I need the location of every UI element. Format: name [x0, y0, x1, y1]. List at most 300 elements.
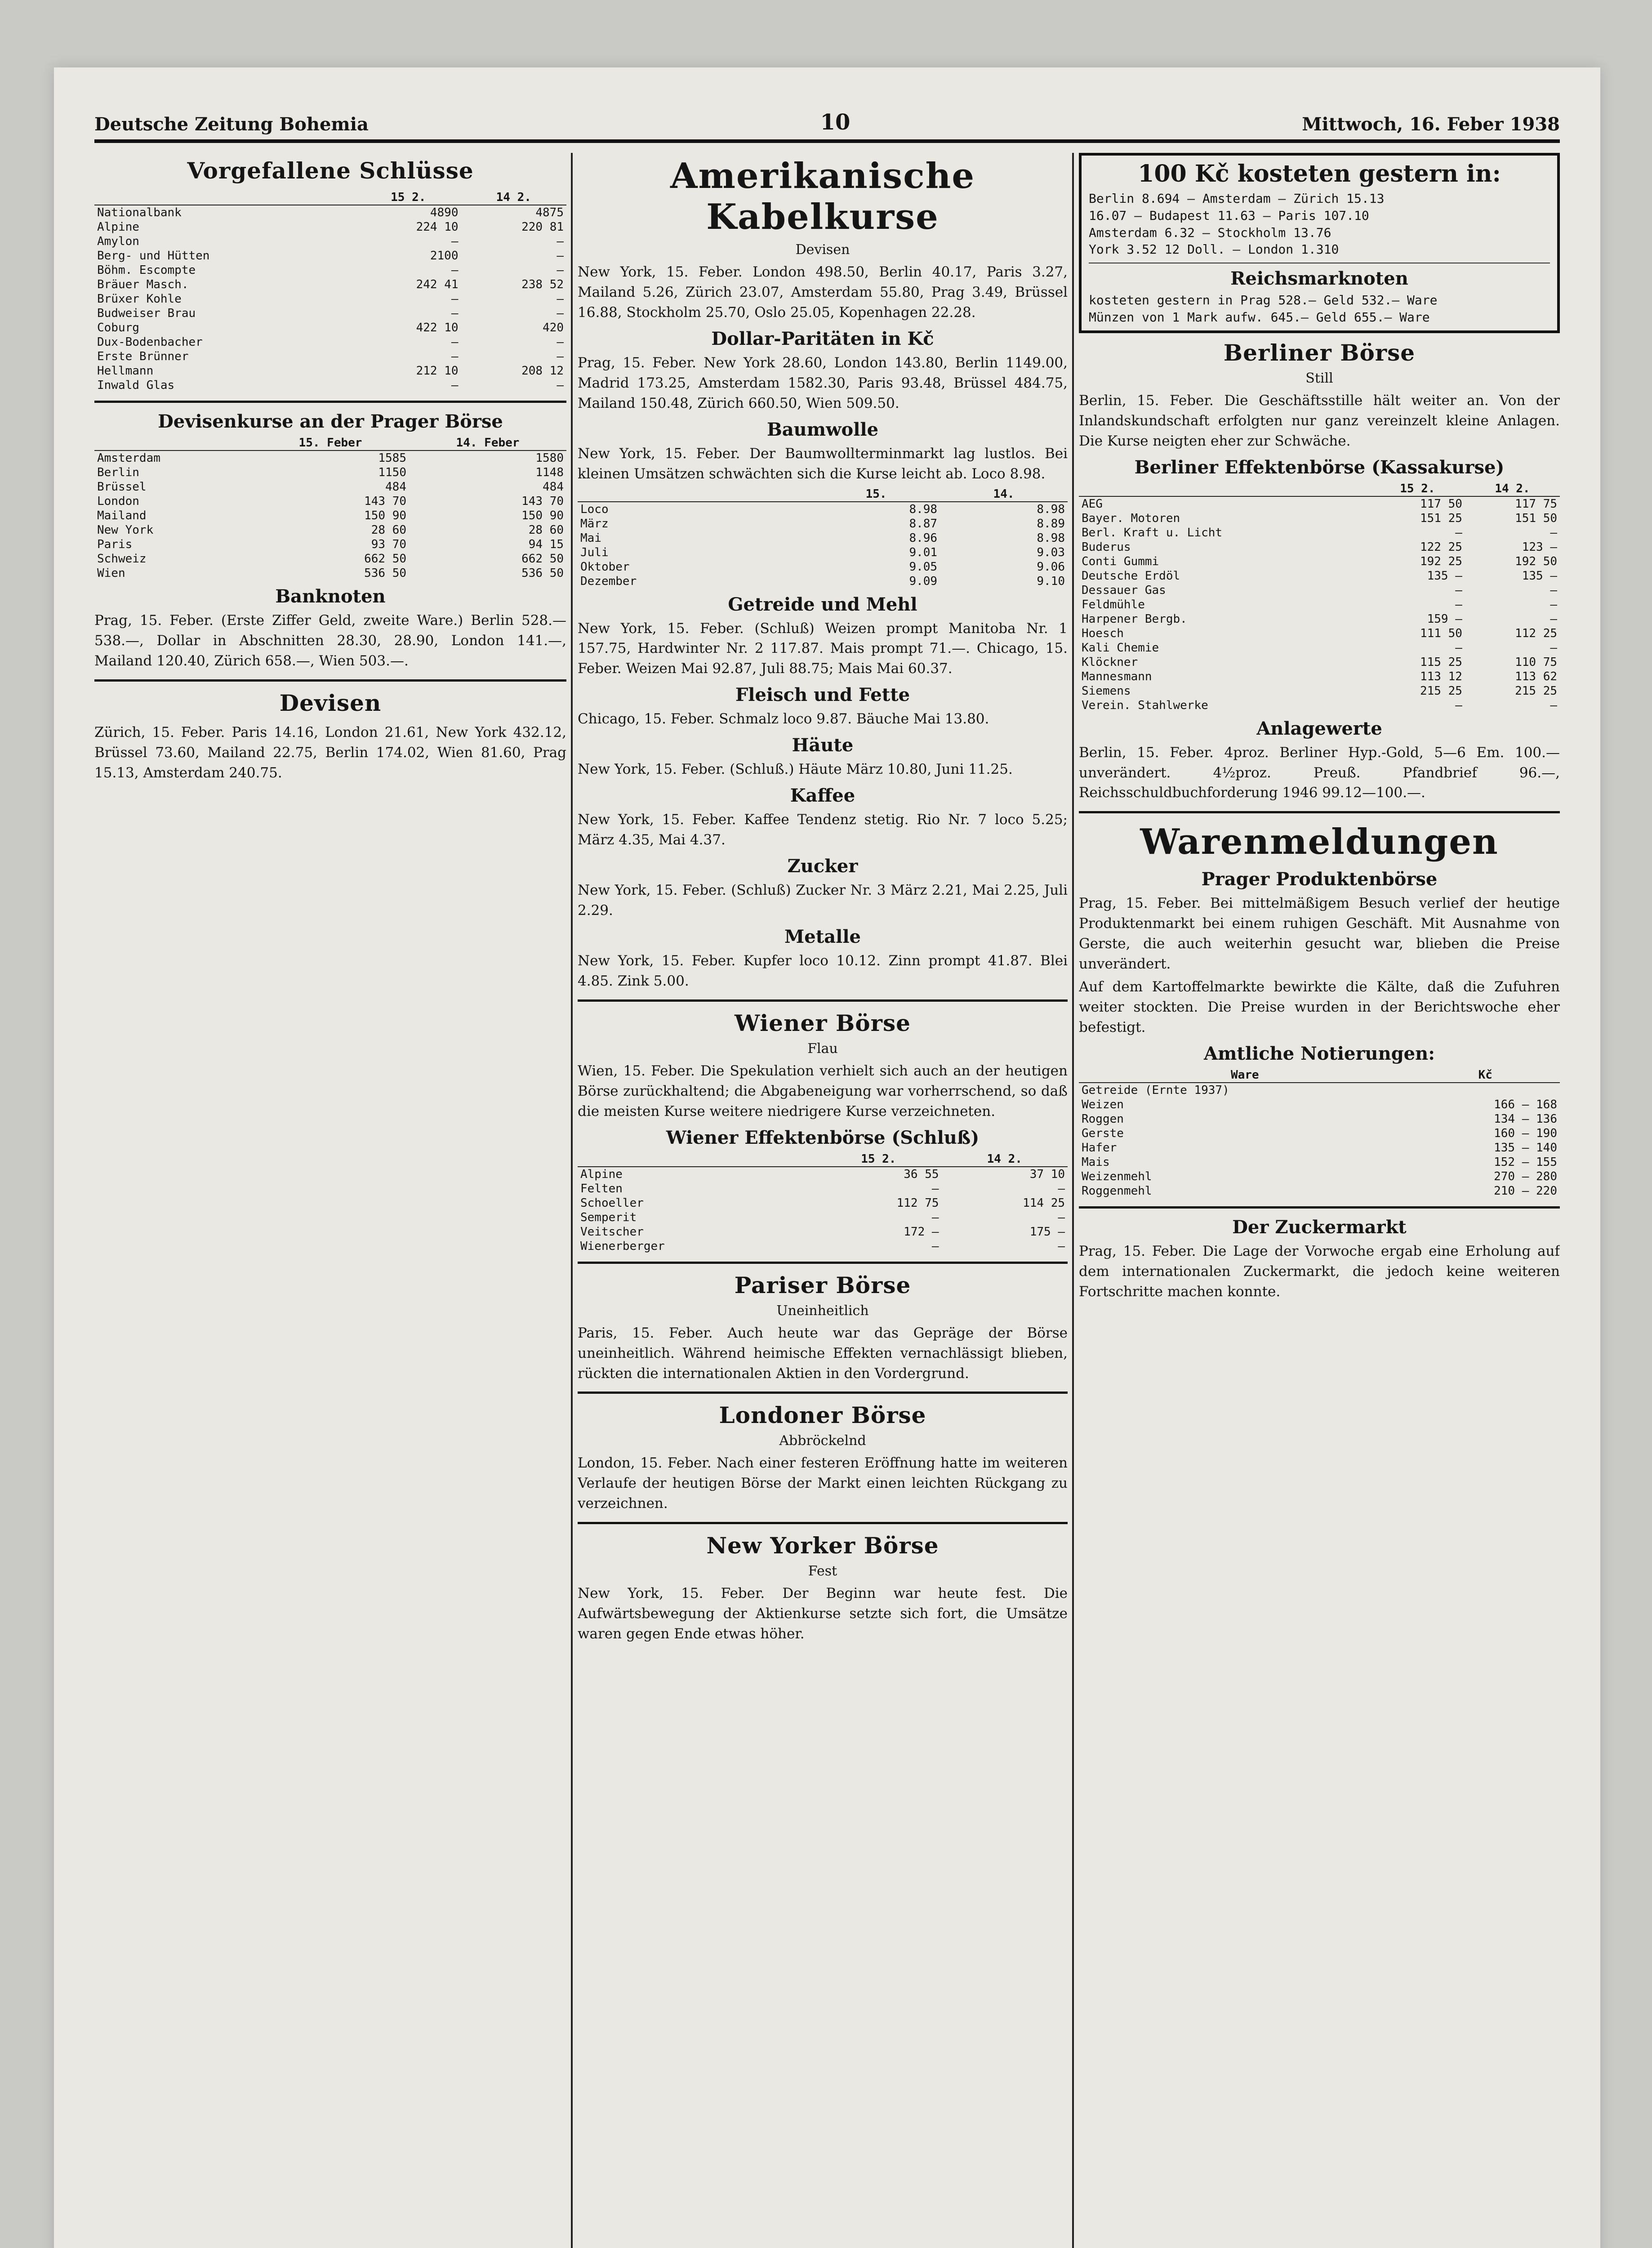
- table-cell: —: [557, 263, 564, 277]
- table-cell: Alpine: [580, 1167, 623, 1181]
- table-cell: —: [1455, 526, 1462, 540]
- table-header: [578, 1152, 815, 1167]
- table-row: [1079, 1184, 1560, 1198]
- table-row: [94, 292, 566, 306]
- table-cell: Semperit: [580, 1210, 637, 1224]
- table-row: [1079, 554, 1560, 569]
- page-number: 10: [820, 110, 850, 135]
- table-cell: —: [557, 379, 564, 392]
- section-subtitle: Fest: [808, 1563, 837, 1579]
- table-cell: Siemens: [1082, 684, 1131, 698]
- section-subtitle: Abbröckelnd: [779, 1433, 866, 1449]
- section-title-londoner: Londoner Börse: [719, 1402, 926, 1429]
- section-rule: [578, 999, 1068, 1002]
- table-cell: 117 75: [1515, 497, 1557, 511]
- table-cell: 112 25: [1515, 626, 1557, 640]
- table-cell: —: [451, 235, 459, 248]
- table-row: [94, 321, 566, 335]
- table-cell: Roggen: [1082, 1112, 1124, 1126]
- table-cell: Hoesch: [1082, 626, 1124, 640]
- table-cell: Mai: [580, 531, 601, 545]
- table-cell: Dessauer Gas: [1082, 583, 1166, 597]
- section-rule: [578, 1262, 1068, 1264]
- table-cell: 94 15: [528, 538, 564, 551]
- table-cell: 110 75: [1515, 655, 1557, 669]
- wiener-table: [578, 1152, 1068, 1253]
- table-header: 14 2.: [942, 1152, 1068, 1167]
- section-title-getreide: Getreide und Mehl: [728, 593, 917, 615]
- table-row: [1079, 684, 1560, 698]
- section-title-schluesse: Vorgefallene Schlüsse: [187, 157, 474, 184]
- table-cell: Oktober: [580, 560, 630, 574]
- table-cell: 220 81: [521, 220, 564, 234]
- section-title-dollar: Dollar-Paritäten in Kč: [711, 328, 934, 349]
- table-cell: Schoeller: [580, 1196, 644, 1210]
- table-cell: New York: [97, 523, 154, 537]
- table-cell: —: [931, 1182, 939, 1195]
- table-cell: 134 — 136: [1494, 1112, 1557, 1126]
- table-cell: —: [1455, 698, 1462, 712]
- table-cell: AEG: [1082, 497, 1103, 511]
- table-cell: 159 —: [1427, 612, 1462, 626]
- table-header: [94, 190, 356, 205]
- table-cell: 192 25: [1420, 554, 1462, 568]
- devisen-prag-table: [94, 436, 566, 580]
- issue-date: Mittwoch, 16. Feber 1938: [1302, 114, 1560, 135]
- table-row: [94, 306, 566, 321]
- haeute-text: New York, 15. Feber. (Schluß.) Häute März 10.80, Juni 11.25.: [578, 761, 1013, 778]
- table-cell: Coburg: [97, 321, 139, 335]
- table-cell: 122 25: [1420, 540, 1462, 554]
- table-cell: Amsterdam: [97, 451, 160, 465]
- table-cell: 215 25: [1420, 684, 1462, 698]
- table-cell: Berl. Kraft u. Licht: [1082, 526, 1223, 540]
- table-cell: 135 —: [1522, 569, 1557, 583]
- table-cell: —: [1455, 598, 1462, 611]
- section-title-haeute: Häute: [792, 735, 854, 756]
- section-rule: [94, 679, 566, 682]
- table-cell: Paris: [97, 538, 133, 551]
- table-cell: Verein. Stahlwerke: [1082, 698, 1208, 712]
- table-row: [578, 517, 1068, 531]
- table-cell: Dux-Bodenbacher: [97, 335, 203, 349]
- table-cell: 422 10: [416, 321, 459, 335]
- table-row: [1079, 641, 1560, 655]
- table-cell: 37 10: [1029, 1167, 1065, 1181]
- table-row: [1079, 1112, 1560, 1126]
- table-cell: 28 60: [528, 523, 564, 537]
- table-cell: 242 41: [416, 278, 459, 291]
- table-cell: 113 12: [1420, 669, 1462, 683]
- table-cell: 175 —: [1029, 1225, 1065, 1239]
- section-subtitle: Still: [1305, 370, 1333, 386]
- section-rule: [1079, 1206, 1560, 1209]
- table-row: [94, 480, 566, 494]
- box-line: York 3.52 12 Doll. — London 1.310: [1089, 242, 1339, 257]
- fleisch-text: Chicago, 15. Feber. Schmalz loco 9.87. Bäuche Mai 13.80.: [578, 711, 989, 727]
- kaffee-text: New York, 15. Feber. Kaffee Tendenz stetig. Rio Nr. 7 loco 5.25; März 4.35, Mai 4.37.: [578, 812, 1068, 848]
- table-row: [1079, 569, 1560, 583]
- table-row: [578, 502, 1068, 517]
- table-cell: 8.98: [1037, 531, 1065, 545]
- section-title-anleihen: Anlagewerte: [1256, 718, 1382, 739]
- table-cell: 152 — 155: [1494, 1155, 1557, 1169]
- section-rule: [578, 1392, 1068, 1394]
- metalle-text: New York, 15. Feber. Kupfer loco 10.12. Zinn prompt 41.87. Blei 4.85. Zink 5.00.: [578, 952, 1068, 989]
- table-cell: —: [557, 335, 564, 349]
- table-header: [94, 436, 252, 450]
- table-cell: Budweiser Brau: [97, 307, 196, 320]
- table-row: [578, 560, 1068, 574]
- table-cell: 215 25: [1515, 684, 1557, 698]
- table-row: [94, 277, 566, 292]
- table-cell: Bräuer Masch.: [97, 278, 189, 291]
- dollar-text: Prag, 15. Feber. New York 28.60, London 143.80, Berlin 1149.00, Madrid 173.25, Amsterdam 1582.30, Paris 93.48, Brüssel 484.75, Mailand 150.48, Zürich 660.50, Wien 509.50.: [578, 354, 1068, 411]
- box-line: kosteten gestern in Prag 528.— Geld 532.— Ware: [1089, 293, 1438, 308]
- table-cell: Weizen: [1082, 1097, 1124, 1111]
- table-cell: 123 —: [1522, 540, 1557, 554]
- table-header: [578, 487, 812, 502]
- berliner-effekten-table: [1079, 482, 1560, 713]
- table-cell: 9.05: [909, 560, 938, 574]
- table-cell: 212 10: [416, 364, 459, 378]
- table-header: Kč: [1411, 1068, 1560, 1083]
- table-cell: —: [557, 235, 564, 248]
- table-cell: 160 — 190: [1494, 1126, 1557, 1140]
- section-title-devisen: Devisen: [279, 689, 382, 716]
- table-row: [1079, 598, 1560, 612]
- table-row: [1079, 511, 1560, 526]
- table-row: [94, 263, 566, 277]
- table-cell: 8.87: [909, 517, 938, 531]
- table-header: 15 2.: [815, 1152, 941, 1167]
- table-cell: 1580: [535, 451, 564, 465]
- table-cell: 135 —: [1427, 569, 1462, 583]
- section-rule: [1079, 811, 1560, 813]
- table-row: [578, 1225, 1068, 1239]
- table-row: [1079, 540, 1560, 554]
- column-divider: [571, 153, 573, 2248]
- table-cell: Bayer. Motoren: [1082, 511, 1180, 525]
- table-cell: —: [1550, 612, 1557, 626]
- table-cell: 150 90: [364, 509, 406, 522]
- table-row: [94, 523, 566, 537]
- table-row: [1079, 583, 1560, 598]
- section-rule: [94, 401, 566, 403]
- section-title-zucker: Zucker: [787, 856, 858, 877]
- section-subtitle: Flau: [807, 1040, 838, 1057]
- table-header: 15 2.: [1370, 482, 1465, 496]
- table-cell: Hafer: [1082, 1141, 1117, 1155]
- section-title-kabelkurse: Amerikanische Kabelkurse: [670, 156, 975, 237]
- table-row: [1079, 1141, 1560, 1155]
- section-title-effekten: Berliner Effektenbörse (Kassakurse): [1134, 456, 1505, 478]
- table-row: [94, 378, 566, 393]
- table-cell: 9.09: [909, 574, 938, 588]
- table-cell: —: [1550, 641, 1557, 655]
- table-row: [94, 205, 566, 220]
- page-header: [94, 99, 1560, 143]
- table-cell: Gerste: [1082, 1126, 1124, 1140]
- table-cell: 8.98: [1037, 502, 1065, 516]
- table-row: [94, 450, 566, 465]
- table-cell: Berlin: [97, 466, 139, 479]
- table-cell: —: [931, 1239, 939, 1253]
- table-cell: Hellmann: [97, 364, 154, 378]
- table-cell: —: [1058, 1239, 1065, 1253]
- table-row: [578, 1167, 1068, 1182]
- anleihen-text: Berlin, 15. Feber. 4proz. Berliner Hyp.-Gold, 5—6 Em. 100.— unverändert. 4½proz. Preuß. Pfandbrief 96.—, Reichsschuldbuchforderung 1946 99.12—100.—.: [1079, 744, 1560, 801]
- table-cell: Brüssel: [97, 480, 147, 494]
- table-header: Ware: [1079, 1068, 1411, 1083]
- table-row: [1079, 669, 1560, 684]
- table-header: 15.: [812, 487, 940, 502]
- table-cell: Inwald Glas: [97, 379, 175, 392]
- baumwolle-table: [578, 487, 1068, 589]
- table-cell: —: [1058, 1210, 1065, 1224]
- table-row: [94, 364, 566, 378]
- table-cell: 113 62: [1515, 669, 1557, 683]
- section-title-wiener-effekten: Wiener Effektenbörse (Schluß): [666, 1127, 980, 1148]
- banknoten-text: Prag, 15. Feber. (Erste Ziffer Geld, zweite Ware.) Berlin 528.— 538.—, Dollar in Abschnitten 28.30, 28.90, London 141.—, Mailand 120.40, Zürich 658.—, Wien 503.—.: [94, 612, 566, 669]
- newspaper-page: [54, 67, 1600, 2248]
- table-cell: Loco: [580, 502, 609, 516]
- table-cell: 143 70: [364, 495, 406, 508]
- right-column: [1079, 153, 1560, 2248]
- table-cell: 420: [543, 321, 564, 335]
- table-header: 15 2.: [356, 190, 461, 205]
- table-row: [1079, 698, 1560, 713]
- table-row: [1079, 626, 1560, 641]
- table-cell: Veitscher: [580, 1225, 644, 1239]
- table-cell: 536 50: [521, 566, 564, 580]
- table-cell: Wien: [97, 566, 125, 580]
- table-row: [94, 508, 566, 523]
- table-cell: —: [1550, 698, 1557, 712]
- box-line: Amsterdam 6.32 — Stockholm 13.76: [1089, 225, 1331, 240]
- table-cell: —: [451, 379, 459, 392]
- schluesse-table: [94, 190, 566, 393]
- table-cell: —: [451, 335, 459, 349]
- table-row: [1079, 1169, 1560, 1184]
- table-cell: —: [451, 263, 459, 277]
- table-cell: —: [557, 307, 564, 320]
- table-cell: Getreide (Ernte 1937): [1082, 1083, 1229, 1097]
- table-cell: Alpine: [97, 220, 139, 234]
- newyorker-text: New York, 15. Feber. Der Beginn war heute fest. Die Aufwärtsbewegung der Aktienkurse setzte sich fort, die Umsätze waren gegen Ende etwas höher.: [578, 1585, 1068, 1642]
- section-subtitle: Uneinheitlich: [776, 1302, 869, 1319]
- table-cell: —: [931, 1210, 939, 1224]
- table-row: [94, 537, 566, 552]
- table-row: [1079, 612, 1560, 626]
- table-cell: 4890: [430, 206, 459, 219]
- produkten-text: Prag, 15. Feber. Bei mittelmäßigem Besuch verlief der heutige Produktenmarkt bei einem ruhigen Geschäft. Mit Ausnahme von Gerste, die auch weiterhin gesucht war, blieben die Preise unverändert.: [1079, 895, 1560, 972]
- table-row: [1079, 1126, 1560, 1141]
- table-cell: 1148: [535, 466, 564, 479]
- table-cell: 662 50: [364, 552, 406, 566]
- table-cell: 151 50: [1515, 511, 1557, 525]
- table-row: [578, 1239, 1068, 1253]
- table-cell: 484: [543, 480, 564, 494]
- section-title-fleisch: Fleisch und Fette: [735, 684, 910, 706]
- table-header: 14.: [940, 487, 1068, 502]
- table-cell: Deutsche Erdöl: [1082, 569, 1180, 583]
- kc-conversion-box: [1079, 153, 1560, 333]
- getreide-text: New York, 15. Feber. (Schluß) Weizen prompt Manitoba Nr. 1 157.75, Hardwinter Nr. 2 117.87. Mais prompt 71.—. Chicago, 15. Feber. Weizen Mai 92.87, Juli 88.75; Mais Mai 60.37.: [578, 620, 1068, 677]
- table-cell: —: [557, 350, 564, 363]
- section-title-banknoten: Banknoten: [275, 586, 386, 607]
- table-cell: 484: [385, 480, 406, 494]
- table-cell: Buderus: [1082, 540, 1131, 554]
- table-cell: Feldmühle: [1082, 598, 1145, 611]
- box-line: Münzen von 1 Mark aufw. 645.— Geld 655.— Ware: [1089, 309, 1430, 325]
- table-cell: 115 25: [1420, 655, 1462, 669]
- table-cell: —: [557, 249, 564, 263]
- table-cell: Harpener Bergb.: [1082, 612, 1187, 626]
- table-row: [94, 552, 566, 566]
- table-row: [578, 1210, 1068, 1225]
- table-cell: —: [451, 307, 459, 320]
- section-title-berliner: Berliner Börse: [1223, 339, 1416, 366]
- londoner-text: London, 15. Feber. Nach einer festeren Eröffnung hatte im weiteren Verlaufe der heutigen Börse der Markt einen leichten Rückgang zu verzeichnen.: [578, 1455, 1068, 1512]
- table-cell: 36 55: [904, 1167, 939, 1181]
- table-cell: 208 12: [521, 364, 564, 378]
- table-row: [94, 249, 566, 263]
- table-cell: Felten: [580, 1182, 623, 1195]
- table-cell: 8.96: [909, 531, 938, 545]
- table-cell: 117 50: [1420, 497, 1462, 511]
- table-row: [94, 234, 566, 249]
- table-header: 14. Feber: [409, 436, 566, 450]
- table-cell: 1585: [378, 451, 406, 465]
- table-cell: Amylon: [97, 235, 139, 248]
- table-row: [94, 566, 566, 580]
- table-cell: —: [1550, 598, 1557, 611]
- section-rule: [578, 1522, 1068, 1524]
- pariser-text: Paris, 15. Feber. Auch heute war das Gepräge der Börse uneinheitlich. Während heimische Effekten vernachlässigt blieben, rückten die internationalen Aktien in den Vordergrund.: [578, 1325, 1068, 1382]
- table-cell: Weizenmehl: [1082, 1169, 1152, 1183]
- table-cell: 192 50: [1515, 554, 1557, 568]
- table-row: [1079, 655, 1560, 669]
- table-cell: 9.01: [909, 545, 938, 559]
- table-cell: 114 25: [1023, 1196, 1065, 1210]
- column-divider: [1072, 153, 1074, 2248]
- table-row: [1079, 526, 1560, 540]
- table-cell: London: [97, 495, 139, 508]
- table-cell: 8.98: [909, 502, 938, 516]
- table-cell: Dezember: [580, 574, 637, 588]
- section-title-amtlich: Amtliche Notierungen:: [1204, 1043, 1435, 1064]
- table-row: [578, 1196, 1068, 1210]
- table-cell: 2100: [430, 249, 459, 263]
- kartoffel-text: Auf dem Kartoffelmarkte bewirkte die Kälte, daß die Zufuhren weiter stockten. Die Preise wurden in der Berichtswoche eher befestigt.: [1079, 979, 1560, 1036]
- berliner-text: Berlin, 15. Feber. Die Geschäftsstille hält weiter an. Von der Inlandskundschaft erfolgten nur ganz vereinzelt kleine Anlagen. Die Kurse neigten eher zur Schwäche.: [1079, 392, 1560, 449]
- table-cell: 1150: [378, 466, 406, 479]
- table-cell: 536 50: [364, 566, 406, 580]
- table-cell: —: [1455, 583, 1462, 597]
- table-cell: 4875: [535, 206, 564, 219]
- table-cell: —: [1550, 583, 1557, 597]
- table-header: [1079, 482, 1370, 496]
- box-line: Berlin 8.694 — Amsterdam — Zürich 15.13: [1089, 191, 1385, 206]
- section-title-devisen-prag: Devisenkurse an der Prager Börse: [158, 411, 503, 432]
- baumwolle-text: New York, 15. Feber. Der Baumwollterminmarkt lag lustlos. Bei kleinen Umsätzen schwächten sich die Kurse leicht ab. Loco 8.98.: [578, 445, 1068, 482]
- section-title-pariser: Pariser Börse: [734, 1271, 911, 1298]
- table-row: [578, 531, 1068, 545]
- zuckermarkt-text: Prag, 15. Feber. Die Lage der Vorwoche ergab eine Erholung auf dem internationalen Zuckermarkt, die jedoch keine weiteren Fortschritte machen konnte.: [1079, 1243, 1560, 1300]
- table-cell: Erste Brünner: [97, 350, 189, 363]
- table-cell: 9.10: [1037, 574, 1065, 588]
- table-cell: 150 90: [521, 509, 564, 522]
- section-title-wiener: Wiener Börse: [735, 1009, 911, 1036]
- table-cell: 93 70: [371, 538, 406, 551]
- table-row: [94, 349, 566, 364]
- section-title-newyorker: New Yorker Börse: [706, 1532, 939, 1559]
- table-cell: 135 — 140: [1494, 1141, 1557, 1155]
- zucker-text: New York, 15. Feber. (Schluß) Zucker Nr. 3 März 2.21, Mai 2.25, Juli 2.29.: [578, 882, 1068, 919]
- table-cell: 210 — 220: [1494, 1184, 1557, 1198]
- table-cell: 270 — 280: [1494, 1169, 1557, 1183]
- table-row: [1079, 496, 1560, 511]
- table-cell: 151 25: [1420, 511, 1462, 525]
- table-row: [578, 574, 1068, 589]
- table-header: 14 2.: [461, 190, 567, 205]
- table-cell: 111 50: [1420, 626, 1462, 640]
- table-header: 15. Feber: [252, 436, 409, 450]
- table-cell: —: [1058, 1182, 1065, 1195]
- table-cell: 112 75: [896, 1196, 939, 1210]
- box-title: 100 Kč kosteten gestern in:: [1138, 160, 1501, 187]
- table-cell: 28 60: [371, 523, 406, 537]
- amtliche-notierungen-table: [1079, 1068, 1560, 1198]
- table-cell: Mailand: [97, 509, 147, 522]
- table-cell: Mais: [1082, 1155, 1110, 1169]
- section-subtitle: Devisen: [795, 242, 850, 258]
- table-row: [578, 1182, 1068, 1196]
- kabelkurse-text: New York, 15. Feber. London 498.50, Berlin 40.17, Paris 3.27, Mailand 5.26, Zürich 23.07, Amsterdam 55.80, Prag 3.49, Brüssel 16.88, Stockholm 25.70, Oslo 25.05, Kopenhagen 22.28.: [578, 264, 1068, 321]
- table-cell: Kali Chemie: [1082, 641, 1159, 655]
- section-title-metalle: Metalle: [784, 926, 861, 947]
- middle-column: [578, 153, 1068, 2248]
- table-cell: [1411, 1083, 1560, 1097]
- table-cell: März: [580, 517, 609, 531]
- table-row: [1079, 1083, 1560, 1097]
- section-title-zuckermarkt: Der Zuckermarkt: [1232, 1216, 1407, 1238]
- table-row: [1079, 1155, 1560, 1169]
- table-cell: Nationalbank: [97, 206, 182, 219]
- table-cell: 143 70: [521, 495, 564, 508]
- table-cell: 238 52: [521, 278, 564, 291]
- table-row: [94, 220, 566, 234]
- table-cell: 166 — 168: [1494, 1097, 1557, 1111]
- section-title-warenmeldungen: Warenmeldungen: [1140, 821, 1499, 863]
- table-cell: 8.89: [1037, 517, 1065, 531]
- section-title-kaffee: Kaffee: [790, 785, 855, 807]
- table-cell: Brüxer Kohle: [97, 292, 182, 306]
- table-row: [1079, 1097, 1560, 1112]
- wiener-text: Wien, 15. Feber. Die Spekulation verhielt sich auch an der heutigen Börse zurückhaltend; die Abgabeneigung war vorherrschend, so daß die meisten Kurse weitere niedrigere Kurse verzeichneten.: [578, 1062, 1068, 1120]
- table-cell: —: [451, 350, 459, 363]
- table-cell: 662 50: [521, 552, 564, 566]
- section-title-baumwolle: Baumwolle: [766, 419, 879, 440]
- table-cell: 224 10: [416, 220, 459, 234]
- table-cell: Juli: [580, 545, 609, 559]
- reichsmark-title: Reichsmarknoten: [1230, 268, 1408, 290]
- paper-name: Deutsche Zeitung Bohemia: [94, 114, 369, 135]
- table-cell: Berg- und Hütten: [97, 249, 210, 263]
- section-title-produkten: Prager Produktenbörse: [1201, 869, 1438, 890]
- table-cell: —: [1550, 526, 1557, 540]
